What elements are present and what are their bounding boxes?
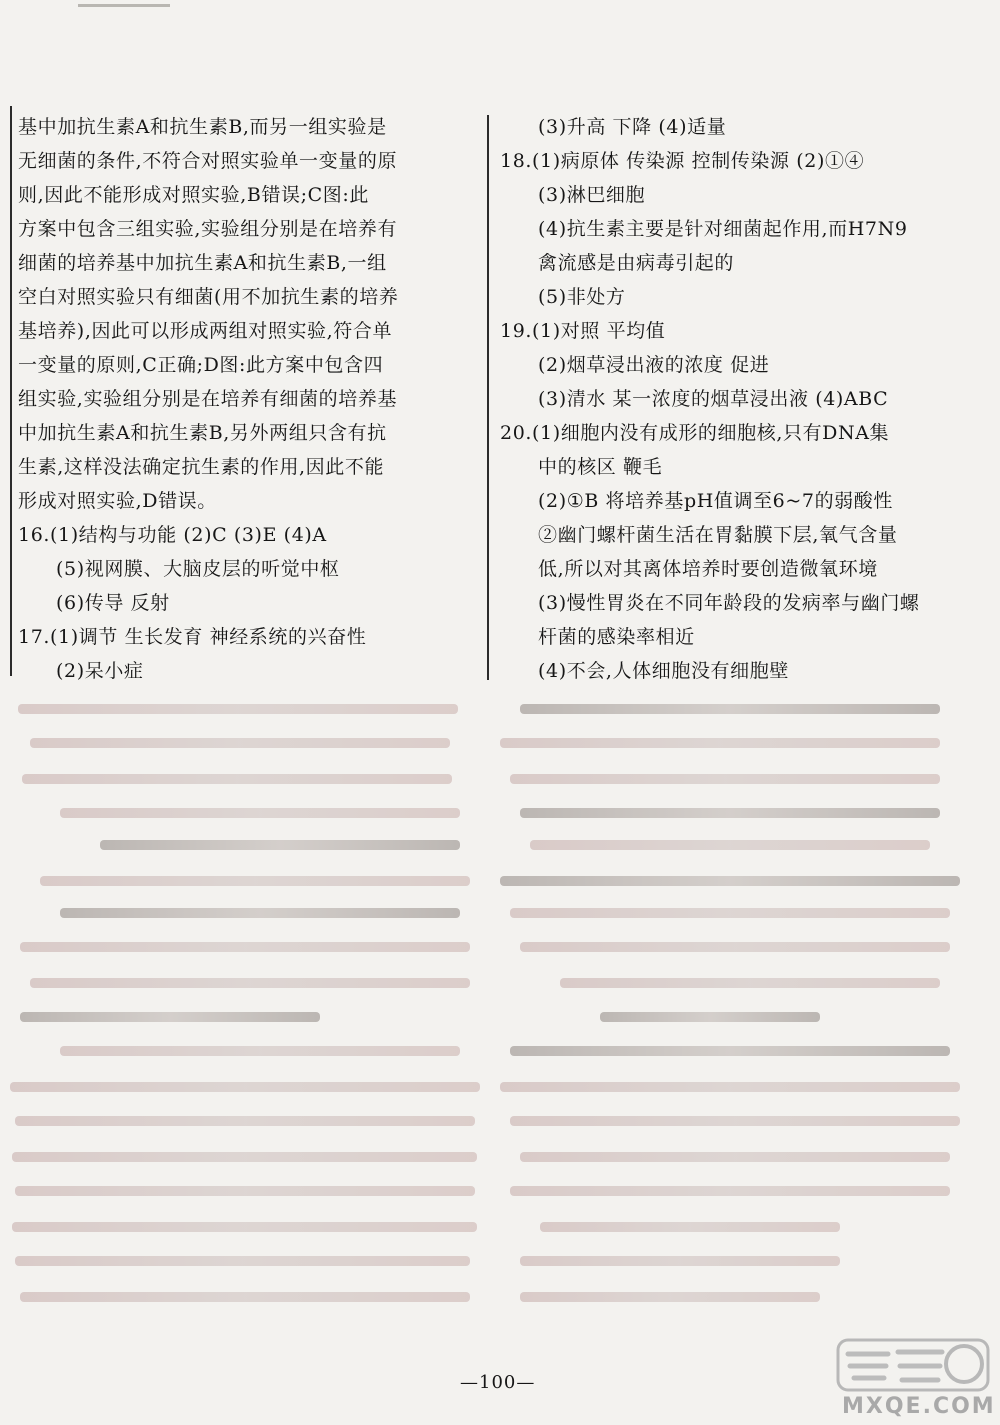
bleed-through-line	[520, 1152, 950, 1162]
watermark-logo	[836, 1336, 996, 1421]
answer-line: 20.(1)细胞内没有成形的细胞核,只有DNA集	[500, 422, 890, 444]
text-line: 基培养),因此可以形成两组对照实验,符合单	[18, 320, 393, 342]
answer-line: 杆菌的感染率相近	[538, 626, 695, 648]
answer-line: 18.(1)病原体 传染源 控制传染源 (2)①④	[500, 150, 865, 172]
right-column	[500, 110, 990, 688]
page-number: —100—	[460, 1372, 536, 1393]
answer-line: 17.(1)调节 生长发育 神经系统的兴奋性	[18, 626, 367, 648]
bleed-through-line	[10, 1082, 480, 1092]
bleed-through-line	[15, 1256, 470, 1266]
answer-line: (5)视网膜、大脑皮层的听觉中枢	[56, 558, 340, 580]
text-line: 组实验,实验组分别是在培养有细菌的培养基	[18, 388, 398, 410]
bleed-through-line	[20, 1012, 320, 1022]
bleed-through-line	[40, 876, 470, 886]
watermark-url: MXQE.COM	[842, 1394, 996, 1419]
bleed-through-line	[600, 1012, 820, 1022]
answer-line: (4)抗生素主要是针对细菌起作用,而H7N9	[538, 218, 908, 240]
bleed-through-line	[510, 774, 940, 784]
answer-line: (3)升高 下降 (4)适量	[538, 116, 727, 138]
answer-line: (3)淋巴细胞	[538, 184, 646, 206]
text-line: 形成对照实验,D错误。	[18, 490, 217, 512]
bleed-through-area	[0, 690, 1000, 1380]
left-column	[18, 110, 478, 688]
bleed-through-line	[500, 738, 940, 748]
bleed-through-line	[30, 978, 470, 988]
text-line: 空白对照实验只有细菌(用不加抗生素的培养	[18, 286, 399, 308]
answer-line: 19.(1)对照 平均值	[500, 320, 666, 342]
bleed-through-line	[510, 1186, 950, 1196]
bleed-through-line	[510, 1116, 960, 1126]
bleed-through-line	[12, 1152, 477, 1162]
column-divider	[487, 115, 489, 680]
bleed-through-line	[540, 1222, 840, 1232]
answer-line: 16.(1)结构与功能 (2)C (3)E (4)A	[18, 524, 327, 546]
bleed-through-line	[20, 1292, 470, 1302]
text-line: 方案中包含三组实验,实验组分别是在培养有	[18, 218, 398, 240]
bleed-through-line	[60, 908, 460, 918]
text-line: 生素,这样没法确定抗生素的作用,因此不能	[18, 456, 385, 478]
bleed-through-line	[15, 1116, 475, 1126]
left-margin-rule	[10, 106, 12, 676]
answer-line: ②幽门螺杆菌生活在胃黏膜下层,氧气含量	[538, 524, 898, 546]
bleed-through-line	[60, 1046, 460, 1056]
bleed-through-line	[18, 704, 458, 714]
text-line: 一变量的原则,C正确;D图:此方案中包含四	[18, 354, 384, 376]
text-line: 中加抗生素A和抗生素B,另外两组只含有抗	[18, 422, 387, 444]
bleed-through-line	[510, 908, 950, 918]
answer-line: 低,所以对其离体培养时要创造微氧环境	[538, 558, 878, 580]
text-line: 无细菌的条件,不符合对照实验单一变量的原	[18, 150, 398, 172]
answer-line: (4)不会,人体细胞没有细胞壁	[538, 660, 789, 682]
bleed-through-line	[60, 808, 460, 818]
bleed-through-line	[20, 942, 470, 952]
answer-line: (6)传导 反射	[56, 592, 170, 614]
answer-line: (2)①B 将培养基pH值调至6~7的弱酸性	[538, 490, 893, 512]
top-rule	[78, 4, 170, 7]
text-line: 则,因此不能形成对照实验,B错误;C图:此	[18, 184, 369, 206]
bleed-through-line	[12, 1222, 477, 1232]
bleed-through-line	[560, 978, 940, 988]
answer-line: 禽流感是由病毒引起的	[538, 252, 735, 274]
text-line: 基中加抗生素A和抗生素B,而另一组实验是	[18, 116, 387, 138]
answer-line: (3)慢性胃炎在不同年龄段的发病率与幽门螺	[538, 592, 920, 614]
bleed-through-line	[15, 1186, 475, 1196]
answer-line: (2)烟草浸出液的浓度 促进	[538, 354, 770, 376]
bleed-through-line	[530, 840, 930, 850]
bleed-through-line	[30, 738, 450, 748]
bleed-through-line	[100, 840, 460, 850]
bleed-through-line	[520, 942, 950, 952]
answer-line: (5)非处方	[538, 286, 626, 308]
bleed-through-line	[500, 876, 960, 886]
bleed-through-line	[520, 808, 940, 818]
bleed-through-line	[520, 1256, 840, 1266]
bleed-through-line	[520, 1292, 820, 1302]
bleed-through-line	[520, 704, 940, 714]
bleed-through-line	[22, 774, 452, 784]
answer-line: (2)呆小症	[56, 660, 144, 682]
answer-line: (3)清水 某一浓度的烟草浸出液 (4)ABC	[538, 388, 889, 410]
bleed-through-line	[500, 1082, 960, 1092]
bleed-through-line	[510, 1046, 950, 1056]
text-line: 细菌的培养基中加抗生素A和抗生素B,一组	[18, 252, 387, 274]
answer-line: 中的核区 鞭毛	[538, 456, 663, 478]
